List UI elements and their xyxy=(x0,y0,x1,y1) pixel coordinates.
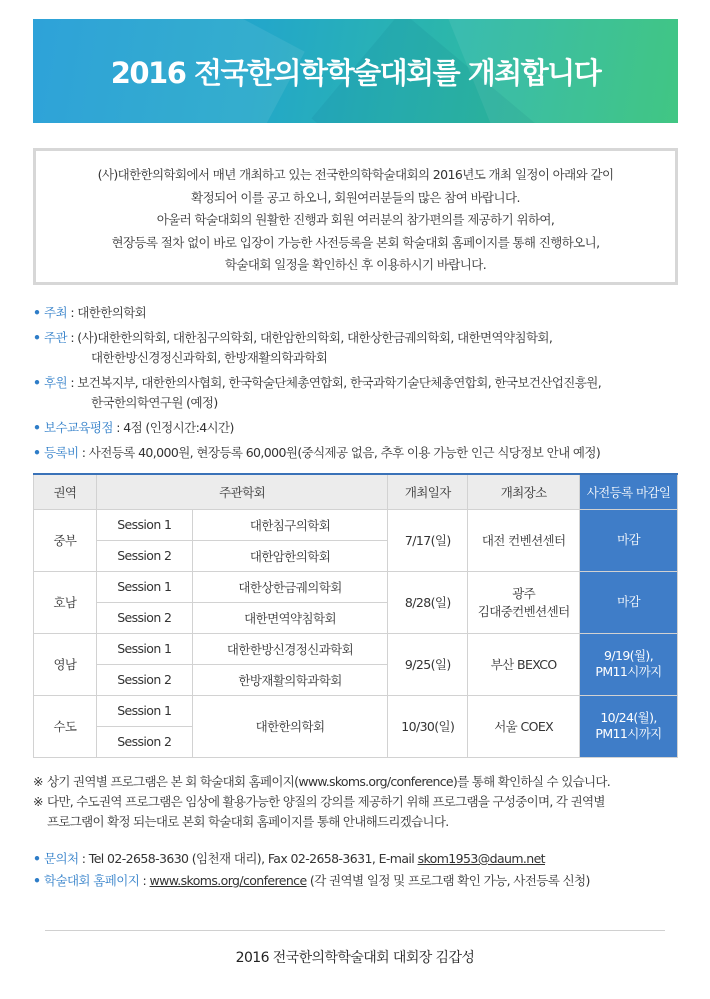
info-sponsor xyxy=(33,373,693,413)
table-header-row xyxy=(34,474,678,509)
intro-line: 학술대회 일정을 확인하신 후 이용하시기 바랍니다. xyxy=(224,257,487,272)
header-deadline: 사전등록 마감일 xyxy=(580,474,678,509)
session-cell: Session 2 xyxy=(96,726,192,757)
info-organizer xyxy=(33,328,693,368)
note-item xyxy=(33,772,683,792)
table-row xyxy=(34,695,678,726)
notes-section xyxy=(33,772,683,832)
contact-key: 학술대회 홈페이지 xyxy=(44,873,140,888)
info-key: 보수교육평점 xyxy=(44,420,113,435)
deadline-line: PM11시까지 xyxy=(595,726,662,741)
footer-divider xyxy=(45,930,665,931)
event-info-list xyxy=(33,303,693,468)
info-credit xyxy=(33,418,693,438)
intro-line: (사)대한한의학회에서 매년 개최하고 있는 전국한의학학술대회의 2016년도 개최 일정이 아래와 같이 xyxy=(97,167,614,182)
email-link[interactable]: skom1953@daum.net xyxy=(417,851,545,866)
info-value: : 4점 (인정시간:4시간) xyxy=(112,420,234,435)
info-value: : 대한한의학회 xyxy=(66,305,147,320)
contact-section xyxy=(33,849,693,893)
bullet-icon: • xyxy=(33,330,41,345)
session-cell: Session 2 xyxy=(96,540,192,571)
deadline-cell: 마감 xyxy=(580,571,678,633)
title-banner xyxy=(33,19,678,123)
region-cell: 영남 xyxy=(34,633,97,695)
venue-line: 광주 xyxy=(512,586,536,601)
date-cell: 10/30(일) xyxy=(388,695,468,757)
header-region: 권역 xyxy=(34,474,97,509)
session-cell: Session 2 xyxy=(96,602,192,633)
region-cell: 중부 xyxy=(34,509,97,571)
bullet-icon: • xyxy=(33,873,41,888)
society-cell: 대한상한금궤의학회 xyxy=(192,571,388,602)
intro-line: 확정되어 이를 공고 하오니, 회원여러분들의 많은 참여 바랍니다. xyxy=(191,189,520,205)
bullet-icon: • xyxy=(33,305,41,320)
reference-mark-icon: ※ xyxy=(33,794,43,809)
bullet-icon: • xyxy=(33,375,41,390)
table-row xyxy=(34,571,678,602)
date-cell: 9/25(일) xyxy=(388,633,468,695)
deadline-cell xyxy=(580,633,678,695)
table-row xyxy=(34,633,678,664)
header-venue: 개최장소 xyxy=(468,474,580,509)
deadline-line: PM11시까지 xyxy=(595,664,662,679)
session-cell: Session 1 xyxy=(96,509,192,540)
info-key: 주최 xyxy=(44,305,67,320)
region-cell: 수도 xyxy=(34,695,97,757)
venue-cell xyxy=(468,571,580,633)
society-cell: 대한한의학회 xyxy=(192,695,388,757)
bullet-icon: • xyxy=(33,851,41,866)
footer-signature: 2016 전국한의학학술대회 대회장 김갑성 xyxy=(235,950,475,966)
venue-line: 김대중컨벤션센터 xyxy=(477,604,570,619)
note-item xyxy=(33,792,683,832)
note-text-continued: 프로그램이 확정 되는대로 본회 학술대회 홈페이지를 통해 안내해드리겠습니다. xyxy=(47,814,449,829)
deadline-cell xyxy=(580,695,678,757)
header-society: 주관학회 xyxy=(96,474,387,509)
schedule-table xyxy=(33,473,678,758)
info-value-continued: 한국한의학연구원 (예정) xyxy=(91,395,218,410)
info-key: 등록비 xyxy=(44,445,79,460)
date-cell: 7/17(일) xyxy=(388,509,468,571)
contact-separator: : xyxy=(139,873,150,888)
society-cell: 대한암한의학회 xyxy=(192,540,388,571)
session-cell: Session 1 xyxy=(96,633,192,664)
reference-mark-icon: ※ xyxy=(33,774,43,789)
society-cell: 대한한방신경정신과학회 xyxy=(192,633,388,664)
date-cell: 8/28(일) xyxy=(388,571,468,633)
session-cell: Session 2 xyxy=(96,664,192,695)
page-title: 2016 전국한의학학술대회를 개최합니다 xyxy=(110,56,601,90)
venue-cell: 부산 BEXCO xyxy=(468,633,580,695)
bullet-icon: • xyxy=(33,445,41,460)
note-text: 상기 권역별 프로그램은 본 회 학술대회 홈페이지(www.skoms.org/conference)를 통해 확인하실 수 있습니다. xyxy=(47,774,610,789)
homepage-link[interactable]: www.skoms.org/conference xyxy=(149,873,307,888)
society-cell: 대한면역약침학회 xyxy=(192,602,388,633)
session-cell: Session 1 xyxy=(96,695,192,726)
deadline-cell: 마감 xyxy=(580,509,678,571)
info-value: : 보건복지부, 대한한의사협회, 한국학술단체총연합회, 한국과학기술단체총연합회, 한국보건산업진흥원, xyxy=(66,375,602,390)
society-cell: 한방재활의학과학회 xyxy=(192,664,388,695)
contact-value: (각 권역별 일정 및 프로그램 확인 가능, 사전등록 신청) xyxy=(306,873,590,888)
note-text: 다만, 수도권역 프로그램은 임상에 활용가능한 양질의 강의를 제공하기 위해 프로그램을 구성중이며, 각 권역별 xyxy=(47,794,605,809)
info-value: : (사)대한한의학회, 대한침구의학회, 대한암한의학회, 대한상한금궤의학회, 대한면역약침학회, xyxy=(66,330,553,345)
info-fee xyxy=(33,443,693,463)
venue-cell: 서울 COEX xyxy=(468,695,580,757)
intro-box xyxy=(33,148,678,285)
header-date: 개최일자 xyxy=(388,474,468,509)
bullet-icon: • xyxy=(33,420,41,435)
contact-key: 문의처 xyxy=(44,851,79,866)
contact-homepage xyxy=(33,871,693,891)
deadline-line: 9/19(월), xyxy=(604,648,654,663)
venue-cell: 대전 컨벤션센터 xyxy=(468,509,580,571)
info-host xyxy=(33,303,693,323)
region-cell: 호남 xyxy=(34,571,97,633)
table-row xyxy=(34,509,678,540)
deadline-line: 10/24(월), xyxy=(600,710,657,725)
info-key: 주관 xyxy=(44,330,67,345)
session-cell: Session 1 xyxy=(96,571,192,602)
info-key: 후원 xyxy=(44,375,67,390)
info-value: : 사전등록 40,000원, 현장등록 60,000원(중식제공 없음, 추후 이용 가능한 인근 식당정보 안내 예정) xyxy=(78,445,601,460)
contact-inquiry xyxy=(33,849,693,869)
society-cell: 대한침구의학회 xyxy=(192,509,388,540)
intro-line: 아울러 학술대회의 원활한 진행과 회원 여러분의 참가편의를 제공하기 위하여, xyxy=(156,212,555,227)
info-value-continued: 대한한방신경정신과학회, 한방재활의학과학회 xyxy=(91,350,328,365)
intro-line: 현장등록 절차 없이 바로 입장이 가능한 사전등록을 본회 학술대회 홈페이지를 통해 진행하오니, xyxy=(111,234,600,250)
contact-value: : Tel 02-2658-3630 (임천재 대리), Fax 02-2658-3631, E-mail xyxy=(78,851,418,866)
